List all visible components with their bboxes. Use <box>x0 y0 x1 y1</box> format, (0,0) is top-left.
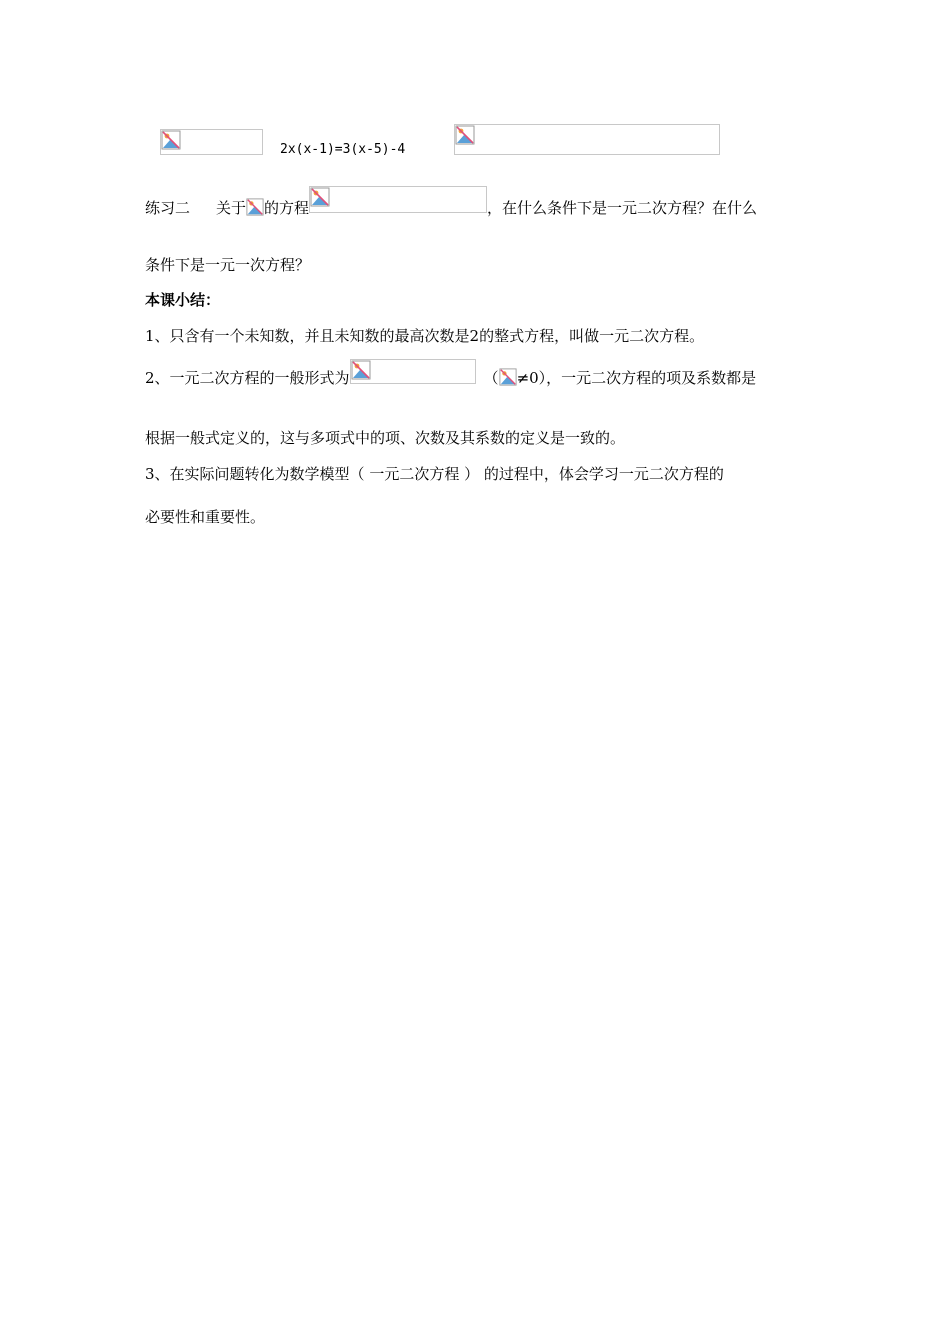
summary-heading: 本课小结： <box>145 291 221 309</box>
equation-text: 2x(x-1)=3(x-5)-4 <box>280 142 406 157</box>
summary-item-1: 1、只含有一个未知数，并且未知数的最高次数是2的整式方程，叫做一元二次方程。 <box>145 327 705 345</box>
exercise2-text-a: 关于 <box>216 199 247 217</box>
exercise2-label: 练习二 <box>145 199 191 217</box>
exercise2-text-c: ，在什么条件下是一元二次方程？在什么 <box>487 199 758 217</box>
broken-image-icon <box>499 368 517 386</box>
broken-image-icon <box>455 125 475 145</box>
broken-image-icon <box>246 198 264 216</box>
exercise2-text-b: 的方程 <box>264 199 310 217</box>
summary-item-2-line-2: 根据一般式定义的，这与多项式中的项、次数及其系数的定义是一致的。 <box>145 429 626 447</box>
summary-item-2-text-a: 2、一元二次方程的一般形式为 <box>145 369 350 387</box>
summary-item-3-line-2: 必要性和重要性。 <box>145 508 266 526</box>
equation-image-right <box>454 124 720 155</box>
summary-item-2-line <box>145 368 756 388</box>
exercise2-equation-image <box>309 186 487 213</box>
exercise2-line <box>145 198 757 218</box>
exercise2-line-2: 条件下是一元一次方程？ <box>145 256 311 274</box>
summary-item-2-paren: （ <box>483 369 499 387</box>
summary-item-3: 3、在实际问题转化为数学模型（ 一元二次方程 ） 的过程中，体会学习一元二次方程的 <box>145 465 724 483</box>
broken-image-icon <box>351 360 371 380</box>
general-form-image <box>350 359 476 384</box>
equation-image-left <box>160 129 263 155</box>
summary-item-2-text-b: ≠0），一元二次方程的项及系数都是 <box>516 369 757 387</box>
broken-image-icon <box>310 187 330 207</box>
broken-image-icon <box>161 130 181 150</box>
